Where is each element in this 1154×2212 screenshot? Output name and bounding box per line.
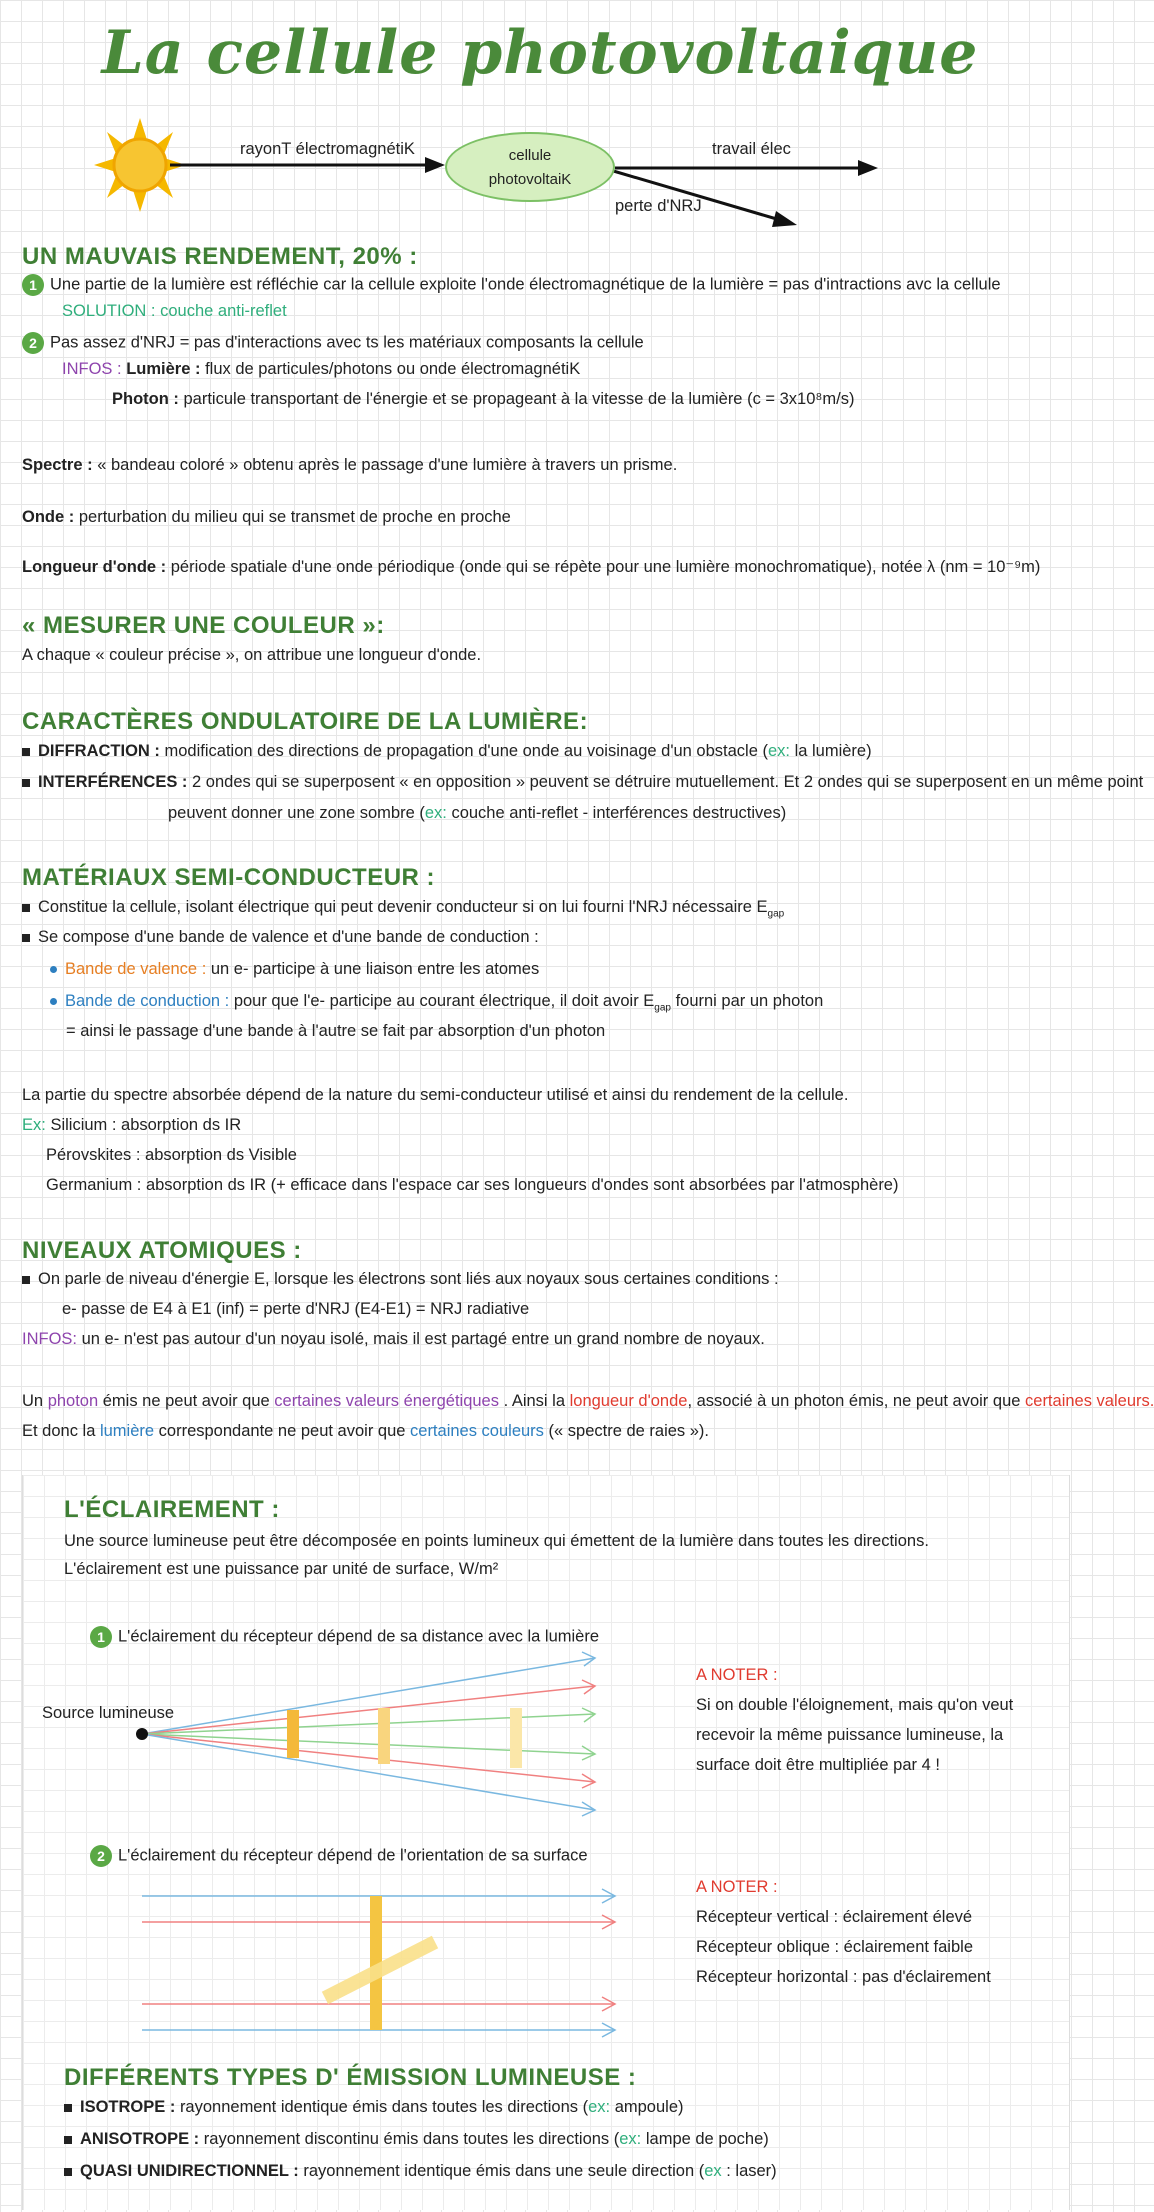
number-badge-4: 2 <box>90 1845 112 1867</box>
source-label: Source lumineuse <box>42 1704 175 1722</box>
longueur-definition: Longueur d'onde : période spatiale d'une onde périodique (onde qui se répète pour une lumière monochromatique), notée λ (nm = 10⁻⁹m) <box>22 558 1041 576</box>
solution-line: SOLUTION : couche anti-reflet <box>62 302 287 320</box>
section-niveaux-heading: NIVEAUX ATOMIQUES : <box>22 1237 302 1264</box>
niveaux-bullet: On parle de niveau d'énergie E, lorsque les électrons sont liés aux noyaux sous certaines conditions : <box>22 1270 779 1289</box>
note-1-line-1: Si on double l'éloignement, mais qu'on veut <box>696 1696 1014 1714</box>
photon-paragraph: Un photon émis ne peut avoir que certaines valeurs énergétiques . Ainsi la longueur d'onde, associé à un photon émis, ne peut avoir que certaines valeurs. <box>22 1392 1154 1410</box>
niveaux-infos: INFOS: un e- n'est pas autour d'un noyau isolé, mais il est partagé entre un grand nombre de noyaux. <box>22 1330 765 1348</box>
note-2-line-1: Récepteur vertical : éclairement élevé <box>696 1908 973 1926</box>
bande-conduction: Bande de conduction : pour que l'e- participe au courant électrique, il doit avoir $E_{gap}$ fourni par un photon <box>50 992 823 1013</box>
example-germanium: Germanium : absorption ds IR (+ efficace dans l'espace car ses longueurs d'ondes sont absorbées par l'atmosphère) <box>46 1176 899 1194</box>
eclairement-subtitle-2: 2 L'éclairement du récepteur dépend de l'orientation de sa surface <box>90 1845 588 1867</box>
section-semiconducteur-heading: MATÉRIAUX SEMI-CONDUCTEUR : <box>22 864 436 891</box>
quasi-unidirectionnel-item: QUASI UNIDIRECTIONNEL : rayonnement identique émis dans une seule direction (ex : laser) <box>64 2162 777 2181</box>
rendement-point-2: 2 Pas assez d'NRJ = pas d'interactions avec ts les matériaux composants la cellule <box>22 332 644 354</box>
semiconducteur-bullet-1: Constitue la cellule, isolant électrique qui peut devenir conducteur si on lui fourni l'NRJ nécessaire $E_{gap}$ <box>22 898 784 919</box>
number-badge-1: 1 <box>22 274 44 296</box>
example-silicium: Ex: Silicium : absorption ds IR <box>22 1116 242 1134</box>
infos-lumiere: INFOS : Lumière : flux de particules/photons ou onde électromagnétiK <box>62 360 581 378</box>
number-badge-3: 1 <box>90 1626 112 1648</box>
receiver-2 <box>378 1708 390 1764</box>
cell-label-2: photovoltaiK <box>488 171 572 188</box>
note-1-line-3: surface doit être multipliée par 4 ! <box>696 1756 940 1774</box>
absorption-line: = ainsi le passage d'une bande à l'autre se fait par absorption d'un photon <box>66 1022 606 1040</box>
section-eclairement-heading: L'ÉCLAIREMENT : <box>64 1496 280 1523</box>
isotrope-item: ISOTROPE : rayonnement identique émis dans toutes les directions (ex: ampoule) <box>64 2098 684 2117</box>
note-1-line-2: recevoir la même puissance lumineuse, la <box>696 1726 1004 1744</box>
work-label: travail élec <box>712 140 791 158</box>
receiver-3 <box>510 1708 522 1768</box>
section-emission-heading: DIFFÉRENTS TYPES D' ÉMISSION LUMINEUSE : <box>64 2064 637 2091</box>
lumiere-paragraph: Et donc la lumière correspondante ne peut avoir que certaines couleurs (« spectre de raies »). <box>22 1422 709 1440</box>
number-badge-2: 2 <box>22 332 44 354</box>
semiconducteur-bullet-2: Se compose d'une bande de valence et d'une bande de conduction : <box>22 928 539 947</box>
spectre-absorbe-paragraph: La partie du spectre absorbée dépend de la nature du semi-conducteur utilisé et ainsi du rendement de la cellule. <box>22 1086 849 1104</box>
section-ondulatoire-heading: CARACTÈRES ONDULATOIRE DE LA LUMIÈRE: <box>22 708 589 735</box>
bande-valence: Bande de valence : un e- participe à une liaison entre les atomes <box>50 960 539 979</box>
eclairement-line-2: L'éclairement est une puissance par unité de surface, W/m² <box>64 1560 499 1578</box>
note-2-line-2: Récepteur oblique : éclairement faible <box>696 1938 973 1956</box>
interferences-item-cont: peuvent donner une zone sombre (ex: couche anti-reflet - interférences destructives) <box>168 804 787 822</box>
anisotrope-item: ANISOTROPE : rayonnement discontinu émis dans toutes les directions (ex: lampe de poche) <box>64 2130 769 2149</box>
diffraction-item: DIFFRACTION : modification des directions de propagation d'une onde au voisinage d'un obstacle (ex: la lumière) <box>22 742 872 761</box>
rendement-point-1: 1 Une partie de la lumière est réfléchie car la cellule exploite l'onde électromagnétique de la lumière = pas d'intractions avc la cellule <box>22 274 1001 296</box>
cell-ellipse <box>445 132 615 202</box>
eclairement-line-1: Une source lumineuse peut être décomposée en points lumineux qui émettent de la lumière dans toutes les directions. <box>64 1532 929 1550</box>
cell-label-1: cellule <box>508 147 552 164</box>
distance-diagram <box>0 1640 700 1830</box>
onde-definition: Onde : perturbation du milieu qui se transmet de proche en proche <box>22 508 511 526</box>
niveaux-transition: e- passe de E4 à E1 (inf) = perte d'NRJ (E4-E1) = NRJ radiative <box>62 1300 530 1318</box>
section-couleur-heading: « MESURER UNE COULEUR »: <box>22 612 385 639</box>
light-source-point <box>136 1728 148 1740</box>
page-title: La cellule photovoltaique <box>101 18 979 88</box>
ray-label: rayonT électromagnétiK <box>240 140 415 158</box>
orientation-diagram <box>0 1880 700 2040</box>
note-1-title: A NOTER : <box>696 1666 778 1684</box>
spectre-definition: Spectre : « bandeau coloré » obtenu après le passage d'une lumière à travers un prisme. <box>22 456 678 474</box>
section-rendement-heading: UN MAUVAIS RENDEMENT, 20% : <box>22 243 418 270</box>
note-2-title: A NOTER : <box>696 1878 778 1896</box>
loss-label: perte d'NRJ <box>615 197 702 215</box>
eclairement-subtitle-1: 1 L'éclairement du récepteur dépend de sa distance avec la lumière <box>90 1626 599 1648</box>
couleur-text: A chaque « couleur précise », on attribue une longueur d'onde. <box>22 646 482 664</box>
example-perovskites: Pérovskites : absorption ds Visible <box>46 1146 297 1164</box>
interferences-item: INTERFÉRENCES : 2 ondes qui se superposent « en opposition » peuvent se détruire mutuellement. Et 2 ondes qui se superposent en un même point <box>22 773 1143 792</box>
note-2-line-3: Récepteur horizontal : pas d'éclairement <box>696 1968 991 1986</box>
photon-definition: Photon : particule transportant de l'énergie et se propageant à la vitesse de la lumière (c = 3x10⁸m/s) <box>112 390 855 408</box>
receiver-1 <box>287 1710 299 1758</box>
